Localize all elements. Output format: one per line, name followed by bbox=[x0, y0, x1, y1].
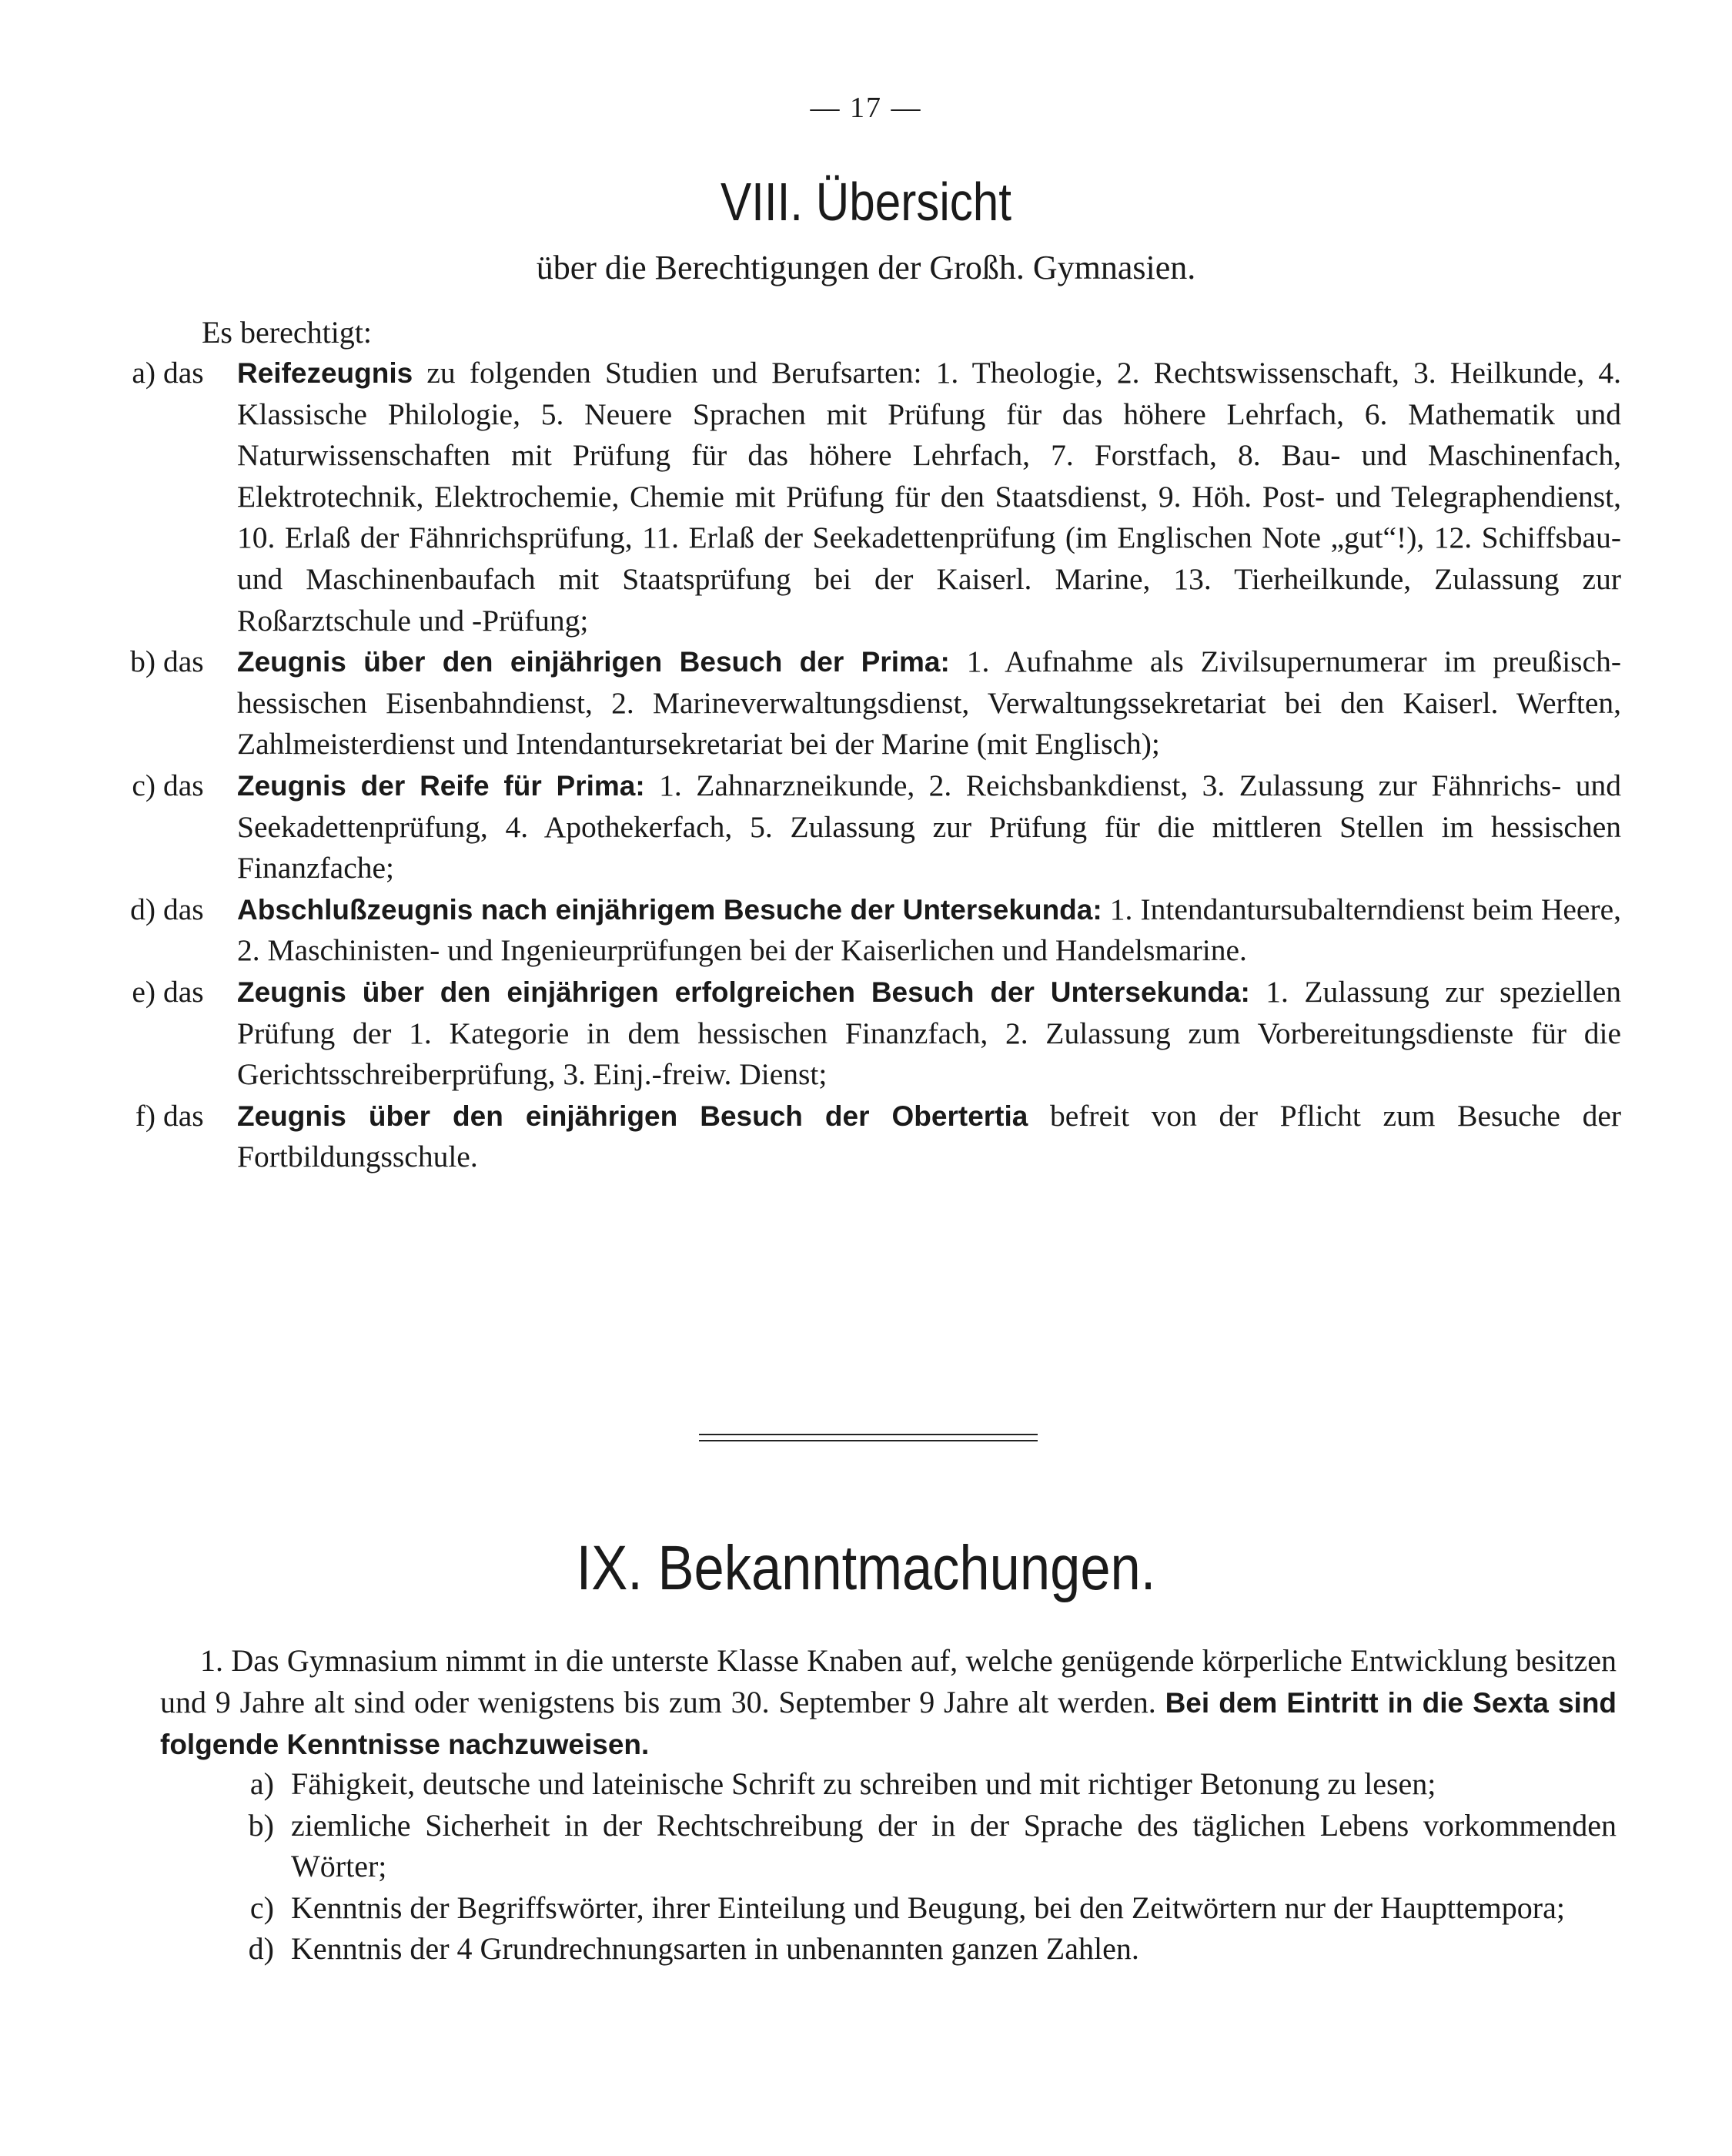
item-text: Kenntnis der Begriffswörter, ihrer Einteilung und Beugung, bei den Zeitwörtern nur der Haupttempora; bbox=[291, 1890, 1565, 1925]
list-item bbox=[114, 1096, 1621, 1178]
list-item bbox=[231, 1928, 1617, 1970]
item-body bbox=[237, 889, 1621, 972]
item-label: a) bbox=[249, 1766, 274, 1801]
item-label: b) bbox=[248, 1807, 274, 1843]
item-bold: Zeugnis über den einjährigen Besuch der Obertertia bbox=[237, 1100, 1028, 1132]
section-8-intro: Es berechtigt: bbox=[202, 315, 373, 350]
list-item bbox=[231, 1805, 1617, 1887]
item-article: das bbox=[163, 1098, 204, 1133]
item-label: d) bbox=[130, 892, 155, 926]
section-8-subtitle: über die Berechtigungen der Großh. Gymnasien. bbox=[536, 249, 1196, 286]
list-item bbox=[114, 765, 1621, 889]
item-body bbox=[237, 641, 1621, 765]
item-text: befreit von der Pflicht zum Besuche der Fortbildungsschule. bbox=[237, 1098, 1622, 1174]
list-item bbox=[114, 641, 1621, 765]
section-9-title: IX. Bekanntmachungen. bbox=[576, 1533, 1156, 1603]
item-text: 1. Zulassung zur speziellen Prüfung der 1. Kategorie in dem hessischen Finanzfach, 2. Zulassung zum Vorbereitungsdienste für die Gerichtsschreiberprüfung, 3. Einj.-freiw. Dienst; bbox=[237, 974, 1622, 1092]
item-text: 1. Aufnahme als Zivilsupernumerar im preußisch-hessischen Eisenbahndienst, 2. Marineverwaltungsdienst, Verwaltungssekretariat bei den Kaiserl. Werften, Zahlmeisterdienst und Intendantursekretariat bei der Marine (mit Englisch); bbox=[237, 644, 1621, 762]
item-bold: Abschlußzeugnis nach einjährigem Besuche der Untersekunda: bbox=[237, 893, 1102, 926]
item-label: d) bbox=[248, 1931, 274, 1967]
requirements-list bbox=[231, 1763, 1617, 1970]
item-label: a) bbox=[132, 356, 155, 390]
item-label: e) bbox=[132, 974, 155, 1009]
item-label: b) bbox=[130, 644, 155, 679]
item-label: c) bbox=[132, 768, 155, 802]
section-8-title: VIII. Übersicht bbox=[720, 172, 1012, 232]
list-item bbox=[114, 972, 1621, 1096]
paragraph-text bbox=[160, 1640, 1617, 1766]
entitlements-list bbox=[114, 353, 1621, 1178]
item-text: Fähigkeit, deutsche und lateinische Schrift zu schreiben und mit richtiger Betonung zu lesen; bbox=[291, 1766, 1436, 1801]
item-text: 1. Intendantursubalterndienst beim Heere, 2. Maschinisten- und Ingenieurprüfungen bei der Kaiserlichen und Handelsmarine. bbox=[237, 892, 1622, 968]
item-article: das bbox=[163, 356, 204, 390]
item-body bbox=[237, 353, 1621, 641]
item-bold: Reifezeugnis bbox=[237, 357, 413, 389]
item-bold: Zeugnis über den einjährigen Besuch der Prima: bbox=[237, 646, 950, 678]
item-label: c) bbox=[249, 1890, 274, 1925]
item-body bbox=[237, 1096, 1621, 1178]
item-text: 1. Zahnarzneikunde, 2. Reichsbankdienst, 3. Zulassung zur Fähnrichs- und Seekadettenprüfung, 4. Apothekerfach, 5. Zulassung zur Prüfung für die mittleren Stellen im hessischen Finanzfache; bbox=[237, 768, 1621, 886]
item-article: das bbox=[163, 768, 204, 802]
item-article: das bbox=[163, 974, 204, 1009]
item-body bbox=[237, 765, 1621, 889]
section-9-paragraph bbox=[160, 1640, 1617, 1766]
section-divider bbox=[699, 1434, 1038, 1441]
item-text: Kenntnis der 4 Grundrechnungsarten in unbenannten ganzen Zahlen. bbox=[291, 1931, 1139, 1967]
list-item bbox=[231, 1763, 1617, 1805]
item-text: ziemliche Sicherheit in der Rechtschreibung der in der Sprache des täglichen Lebens vorkommenden Wörter; bbox=[291, 1807, 1617, 1884]
item-body bbox=[237, 972, 1621, 1096]
list-item bbox=[114, 353, 1621, 641]
list-item bbox=[231, 1887, 1617, 1929]
item-label: f) bbox=[135, 1098, 155, 1133]
list-item bbox=[114, 889, 1621, 972]
item-bold: Zeugnis über den einjährigen erfolgreichen Besuch der Untersekunda: bbox=[237, 976, 1250, 1008]
page-number: — 17 — bbox=[810, 92, 922, 124]
paragraph-body: 1. Das Gymnasium nimmt in die unterste Klasse Knaben auf, welche genügende körperliche Entwicklung besitzen und 9 Jahre alt sind oder wenigstens bis zum 30. September 9 Jahre alt werden. bbox=[160, 1643, 1617, 1719]
item-article: das bbox=[163, 892, 204, 926]
item-text: zu folgenden Studien und Berufsarten: 1. Theologie, 2. Rechtswissenschaft, 3. Heilkunde, 4. Klassische Philologie, 5. Neuere Sprachen mit Prüfung für das höhere Lehrfach, 6. Mathematik und Naturwissenschaften mit Prüfung für das höhere Lehrfach, 7. Forstfach, 8. Bau- und Maschinenfach, Elektrotechnik, Elektrochemie, Chemie mit Prüfung für den Staatsdienst, 9. Höh. Post- und Telegraphendienst, 10. Erlaß der Fähnrichsprüfung, 11. Erlaß der Seekadettenprüfung (im Englischen Note „gut“!), 12. Schiffsbau- und Maschinenbaufach mit Staatsprüfung bei der Kaiserl. Marine, 13. Tierheilkunde, Zulassung zur Roßarztschule und -Prüfung; bbox=[237, 356, 1622, 638]
item-bold: Zeugnis der Reife für Prima: bbox=[237, 769, 645, 802]
paragraph-bold: Bei dem Eintritt in die Sexta sind folgende Kenntnisse nachzuweisen. bbox=[160, 1686, 1617, 1761]
item-article: das bbox=[163, 644, 204, 679]
